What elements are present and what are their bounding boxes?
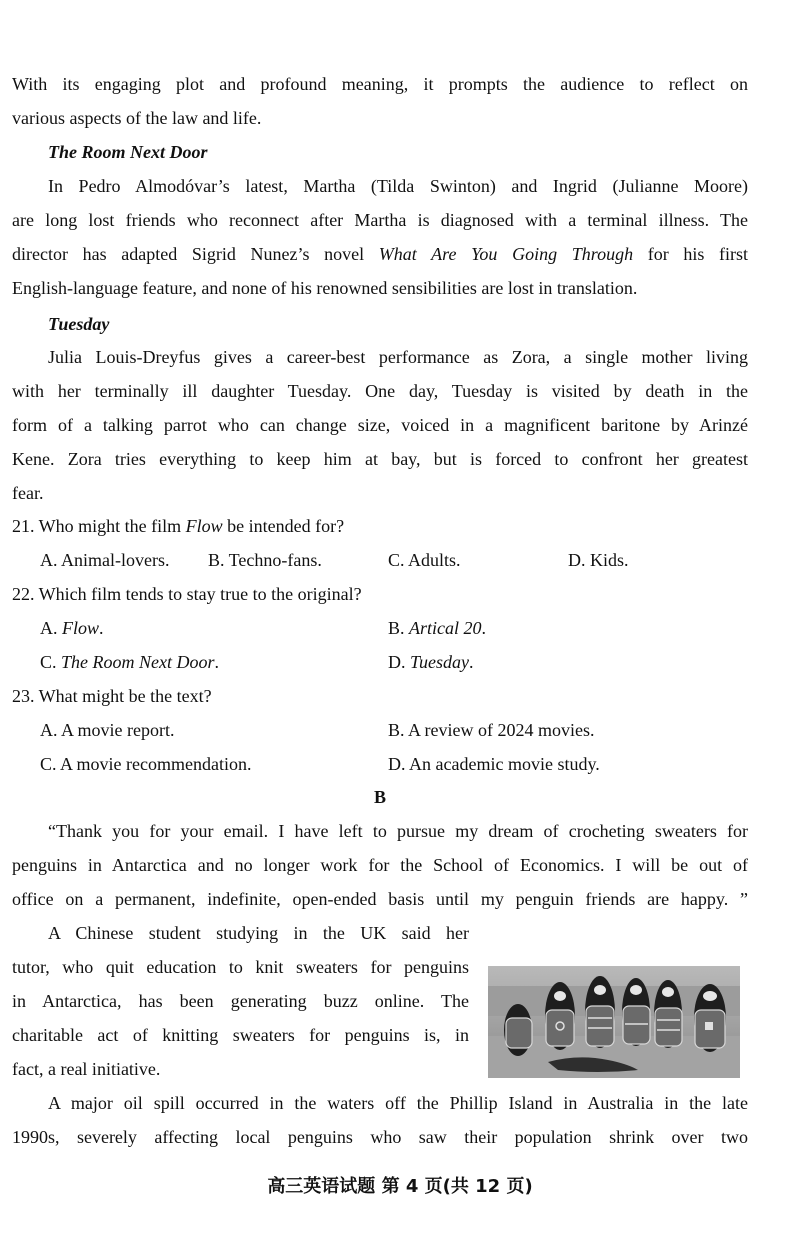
- penguins-in-sweaters-photo: [488, 966, 740, 1078]
- tuesday-line-2: with her terminally ill daughter Tuesday. One day, Tuesday is visited by death in the: [12, 381, 748, 401]
- tuesday-line-3: form of a talking parrot who can change size, voiced in a magnificent baritone by Arinzé: [12, 415, 748, 435]
- b-para3-line-2: 1990s, severely affecting local penguins who saw their population shrink over two: [12, 1127, 748, 1147]
- q22-d-film: Tuesday: [410, 652, 470, 672]
- b-para2-line-3: in Antarctica, has been generating buzz online. The: [12, 991, 469, 1011]
- q23-option-d: D. An academic movie study.: [388, 754, 600, 774]
- q21-text-end: be intended for?: [222, 516, 345, 536]
- tuesday-line-5: fear.: [12, 483, 44, 503]
- film-title-room-next-door: The Room Next Door: [48, 142, 208, 162]
- b-para2-line-5: fact, a real initiative.: [12, 1059, 161, 1079]
- q22-b-end: .: [481, 618, 487, 638]
- room-line-4: English-language feature, and none of his renowned sensibilities are lost in translation.: [12, 278, 638, 298]
- b-para2-line-2: tutor, who quit education to knit sweaters for penguins: [12, 957, 469, 977]
- question-23: 23. What might be the text?: [12, 686, 212, 706]
- q22-c-letter: C.: [40, 652, 62, 672]
- film-title-tuesday: Tuesday: [48, 314, 110, 334]
- intro-line-2: various aspects of the law and life.: [12, 108, 262, 128]
- q21-film-title: Flow: [185, 516, 223, 536]
- q22-option-a: [40, 616, 104, 640]
- q22-option-d: [388, 650, 474, 674]
- b-para1-line-1: “Thank you for your email. I have left to pursue my dream of crocheting sweaters for: [48, 821, 748, 841]
- room-line-1: In Pedro Almodóvar’s latest, Martha (Tilda Swinton) and Ingrid (Julianne Moore): [48, 176, 748, 196]
- b-para1-line-2: penguins in Antarctica and no longer work for the School of Economics. I will be out of: [12, 855, 748, 875]
- q23-option-a: A. A movie report.: [40, 720, 175, 740]
- q21-option-c: C. Adults.: [388, 550, 461, 570]
- tuesday-line-4: Kene. Zora tries everything to keep him at bay, but is forced to confront her greatest: [12, 449, 748, 469]
- q23-option-c: C. A movie recommendation.: [40, 754, 252, 774]
- q21-option-d: D. Kids.: [568, 550, 629, 570]
- q22-d-letter: D.: [388, 652, 410, 672]
- page-footer: 高三英语试题 第 4 页(共 12 页): [267, 1176, 533, 1197]
- intro-line-1: With its engaging plot and profound meaning, it prompts the audience to reflect on: [12, 74, 748, 94]
- q22-option-b: [388, 616, 486, 640]
- q22-option-c: [40, 650, 219, 674]
- q22-c-end: .: [214, 652, 219, 672]
- q22-a-end: .: [99, 618, 104, 638]
- room-line-2: are long lost friends who reconnect after Martha is diagnosed with a terminal illness. The: [12, 210, 748, 230]
- room-line-3-end: for his first: [647, 244, 749, 264]
- tuesday-line-1: Julia Louis-Dreyfus gives a career-best performance as Zora, a single mother living: [48, 347, 748, 367]
- q23-option-b: B. A review of 2024 movies.: [388, 720, 595, 740]
- q21-option-a: A. Animal-lovers.: [40, 550, 170, 570]
- novel-title: What Are You Going Through: [378, 244, 634, 264]
- q21-text-start: 21. Who might the film: [12, 516, 186, 536]
- room-line-3-start: director has adapted Sigrid Nunez’s novel: [12, 244, 365, 264]
- b-para2-line-1: A Chinese student studying in the UK said her: [48, 923, 469, 943]
- room-line-3: [12, 242, 748, 266]
- q22-d-end: .: [469, 652, 474, 672]
- q22-a-film: Flow: [62, 618, 100, 638]
- b-para2-line-4: charitable act of knitting sweaters for penguins is, in: [12, 1025, 469, 1045]
- question-22: 22. Which film tends to stay true to the original?: [12, 584, 362, 604]
- section-heading-b: B: [373, 787, 386, 807]
- b-para1-line-3: office on a permanent, indefinite, open-ended basis until my penguin friends are happy. ”: [12, 889, 748, 909]
- question-21: [12, 514, 748, 538]
- b-para3-line-1: A major oil spill occurred in the waters off the Phillip Island in Australia in the late: [48, 1093, 748, 1113]
- q22-a-letter: A.: [40, 618, 62, 638]
- q22-c-film: The Room Next Door: [61, 652, 215, 672]
- q21-option-b: B. Techno-fans.: [208, 550, 322, 570]
- q22-b-film: Artical 20: [409, 618, 482, 638]
- q22-b-letter: B.: [388, 618, 410, 638]
